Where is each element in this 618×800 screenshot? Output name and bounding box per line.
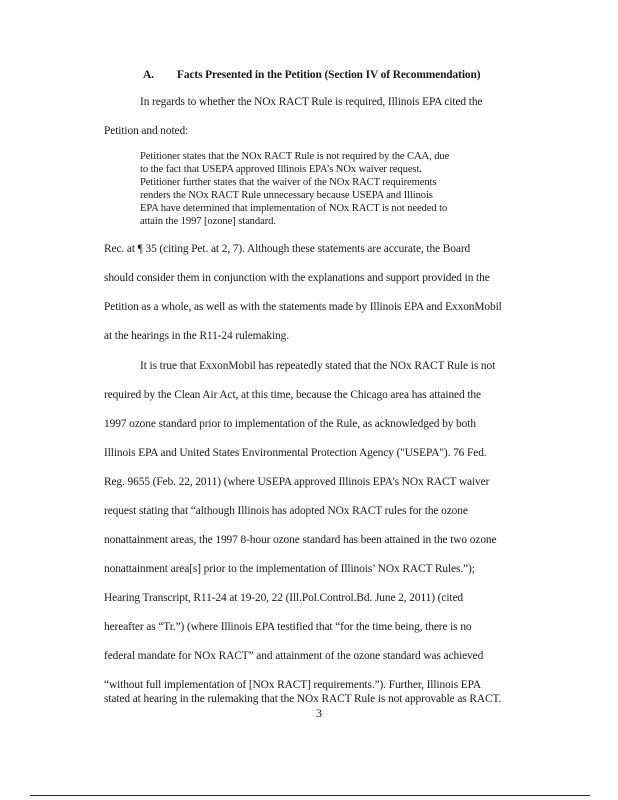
body-line: In regards to whether the NOx RACT Rule is required, Illinois EPA cited the [140,96,483,108]
block-quote-line: renders the NOx RACT Rule unnecessary because USEPA and Illinois [140,190,433,201]
block-quote-line: EPA have determined that implementation of NOx RACT is not needed to [140,203,448,214]
body-line: Petition and noted: [104,125,189,137]
body-line: at the hearings in the R11-24 rulemaking. [104,330,289,342]
body-line: “without full implementation of [NOx RACT] requirements.”). Further, Illinois EPA [104,679,481,691]
body-line: Petition as a whole, as well as with the statements made by Illinois EPA and ExxonMobil [104,301,502,313]
body-line: should consider them in conjunction with the explanations and support provided in the [104,272,490,284]
body-line: required by the Clean Air Act, at this time, because the Chicago area has attained the [104,389,481,401]
body-line: Illinois EPA and United States Environmental Protection Agency ("USEPA"). 76 Fed. [104,447,487,459]
block-quote-line: Petitioner further states that the waiver of the NOx RACT requirements [140,177,437,188]
body-line: nonattainment area[s] prior to the implementation of Illinois’ NOx RACT Rules.”); [104,563,475,575]
body-line: Reg. 9655 (Feb. 22, 2011) (where USEPA approved Illinois EPA’s NOx RACT waiver [104,476,490,488]
body-line: request stating that “although Illinois has adopted NOx RACT rules for the ozone [104,505,468,517]
body-line: Rec. at ¶ 35 (citing Pet. at 2, 7). Although these statements are accurate, the Board [104,243,471,255]
page-number: 3 [316,706,322,720]
body-line: nonattainment areas, the 1997 8-hour ozone standard has been attained in the two ozone [104,534,497,546]
body-line: 1997 ozone standard prior to implementation of the Rule, as acknowledged by both [104,418,476,430]
bottom-divider [30,795,590,796]
body-line: federal mandate for NOx RACT” and attainment of the ozone standard was achieved [104,650,484,662]
section-title: Facts Presented in the Petition (Section IV of Recommendation) [177,69,481,81]
body-line: It is true that ExxonMobil has repeatedly stated that the NOx RACT Rule is not [140,360,496,372]
block-quote-line: to the fact that USEPA approved Illinois EPA’s NOx waiver request. [140,164,422,175]
body-line: stated at hearing in the rulemaking that the NOx RACT Rule is not approvable as RACT. [104,693,502,705]
section-label: A. [143,69,154,81]
body-line: Hearing Transcript, R11-24 at 19-20, 22 (Ill.Pol.Control.Bd. June 2, 2011) (cited [104,592,463,604]
block-quote-line: Petitioner states that the NOx RACT Rule is not required by the CAA, due [140,151,450,162]
body-line: hereafter as “Tr.”) (where Illinois EPA testified that “for the time being, there is no [104,621,472,633]
block-quote-line: attain the 1997 [ozone] standard. [140,216,276,227]
